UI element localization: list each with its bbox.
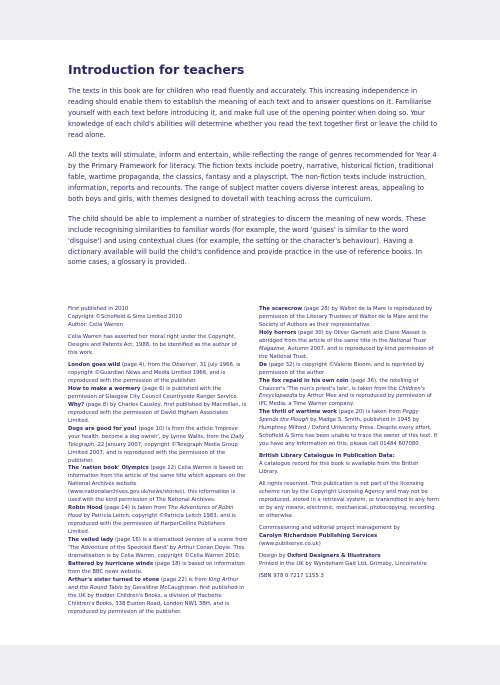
moral-rights: Celia Warren has asserted her moral right under the Copyright, Designs and Patents Act, 1988, to be identified as the author of this work.	[68, 334, 237, 356]
credits-left-column	[68, 306, 248, 617]
credit-entry: Why? (page 8) by Charles Causley, first published by Macmillan, is reproduced with the permission of David Higham Associates Limited.	[68, 401, 247, 424]
credit-entry: Battered by hurricane winds (page 18) is based on information from the BBC news website.	[68, 560, 245, 575]
credit-entry: Dogs are good for you! (page 10) is from the article 'Improve your health, become a dog owner', by Lynne Wallis, from the Daily Telegraph, 22 January 2007, copyright ©Telegraph Media Group Limited 2007, and is reproduced with the permission of the publisher.	[68, 425, 245, 464]
cip-text: A catalogue record for this book is available from the British Library.	[259, 461, 419, 476]
credit-entry: The fox repaid in his own coin (page 36), the retelling of Chaucer's 'The nun's priest's tale', is taken from the Children's Encyclopaedia by Arthur Mee and is reproduced by permission of IPC Media, a Time Warner company.	[259, 377, 432, 408]
management-line: Commissioning and editorial project management by	[259, 525, 401, 532]
credit-entry: The veiled lady (page 16) is a dramatised version of a scene from 'The Adventure of the Speckled Band' by Arthur Conan Doyle. This dramatisation is by Celia Warren, copyright ©Celia Warren 2010.	[68, 537, 248, 559]
credit-entry: The 'nation book' Olympics (page 12) Celia Warren is based on information from the article of the same title which appears on the National Archives website (www.nationalarchives.gov.uk/news/stories), this information is used with the kind permission of The National Archives.	[68, 465, 246, 504]
credit-entry: London goes wild (page 4), from the Observer, 31 July 1966, is copyright ©Guardian News and Media Limited 1966, and is reproduced with the permission of the publisher.	[68, 362, 241, 384]
author-line: Author: Celia Warren	[68, 321, 123, 328]
copyright-line: Copyright ©Schofield & Sims Limited 2010	[68, 313, 183, 320]
page-title: Introduction for teachers	[68, 62, 245, 77]
publication-date: First published in 2010	[68, 306, 129, 312]
printer-credit: Printed in the UK by Wyndeham Gait Ltd, Grimsby, Lincolnshire	[259, 561, 427, 568]
design-credit: Design by Oxford Designers & Illustrators	[259, 553, 381, 560]
intro-paragraph: All the texts will stimulate, inform and entertain, while reflecting the range of genres recommended for Year 4 by the Primary Framework for literacy. The fiction texts include poetry, narrative, historical fiction, traditional fable, wartime propaganda, the classics, fantasy and a playscript. The non-fiction texts include instruction, information, reports and recounts. The range of subject matter covers diverse interest areas, appealing to both boys and girls, with themes designed to dovetail with teaching across the curriculum.	[68, 150, 437, 203]
credit-entry: The scarecrow (page 28) by Walter de la Mare is reproduced by permission of the Literary Trustees of Walter de la Mare and the Society of Authors as their representative.	[259, 306, 433, 328]
rights-reserved: All rights reserved. This publication is not part of the licensing scheme run by the Copyright Licensing Agency and may not be reproduced, stored in a retrieval system, or transmitted in any form or by any means, electronic, mechanical, photocopying, recording or otherwise.	[259, 481, 439, 520]
top-margin-band	[0, 0, 500, 40]
credit-entry: The thrill of wartime work (page 20) is taken from Peggy Spends the Plough by Madge S. Smith, published in 1945 by Humphrey Milford / Oxford University Press. Despite every effort, Schofield & Sims has been unable to trace the owner of this text. If you have any information on this, please call 01484 607080.	[259, 409, 438, 448]
cip-heading: British Library Catalogue in Publication Data:	[259, 453, 395, 460]
intro-section	[68, 86, 440, 278]
credits-right-column	[259, 306, 439, 586]
credit-entry: How to make a wormery (page 6) is published with the permission of Glasgow City Council Countryside Ranger Service.	[68, 385, 239, 400]
credit-entry: De (page 32) is copyright ©Valerie Bloom, and is reprinted by permission of the author.	[259, 361, 425, 376]
isbn: ISBN 978 0 7217 1155 3	[259, 573, 324, 580]
credit-entry: Robin Hood (page 14) is taken from The Adventures of Robin Hood by Patricia Leitch, copyright ©Patricia Leitch 1983, and is reproduced with the permission of HarperCollins Publishers Limited.	[68, 505, 236, 536]
management-company: Carolyn Richardson Publishing Services	[259, 533, 378, 540]
credit-entry: Holy horrors (page 30) by Oliver Garnett and Claire Masset is abridged from the article of the same title in the National Trust Magazine, Autumn 2007, and is reproduced by kind permission of the National Trust.	[259, 329, 434, 360]
credit-entry: Arthur's sister turned to stone (page 22) is from King Arthur and the Round Table by Geraldine McCaughrean, first published in the UK by Hodder Children's Books, a division of Hachette Children's Books, 338 Euston Road, London NW1 3BH, and is reproduced by permission of the publisher.	[68, 576, 245, 615]
management-url: (www.publiserve.co.uk)	[259, 541, 321, 548]
intro-paragraph: The texts in this book are for children who read fluently and accurately. This increasing independence in reading should enable them to establish the meaning of each text and to answer questions on it. Familiarise yourself with each text before introducing it, and make full use of the opening pointer when doing so. Your knowledge of each child's abilities will determine whether you read the text together first or leave the child to read alone.	[68, 87, 438, 139]
bottom-margin-band	[0, 645, 500, 685]
intro-paragraph: The child should be able to implement a number of strategies to discern the meaning of new words. These include recognising similarities to familiar words (for example, the word 'guises' is similar to the word 'disguise') and using contextual clues (for example, the setting or the character's behaviour). Having a dictionary available will build the child's confidence and provide practice in the use of reference books. In some cases, a glossary is provided.	[68, 214, 426, 267]
